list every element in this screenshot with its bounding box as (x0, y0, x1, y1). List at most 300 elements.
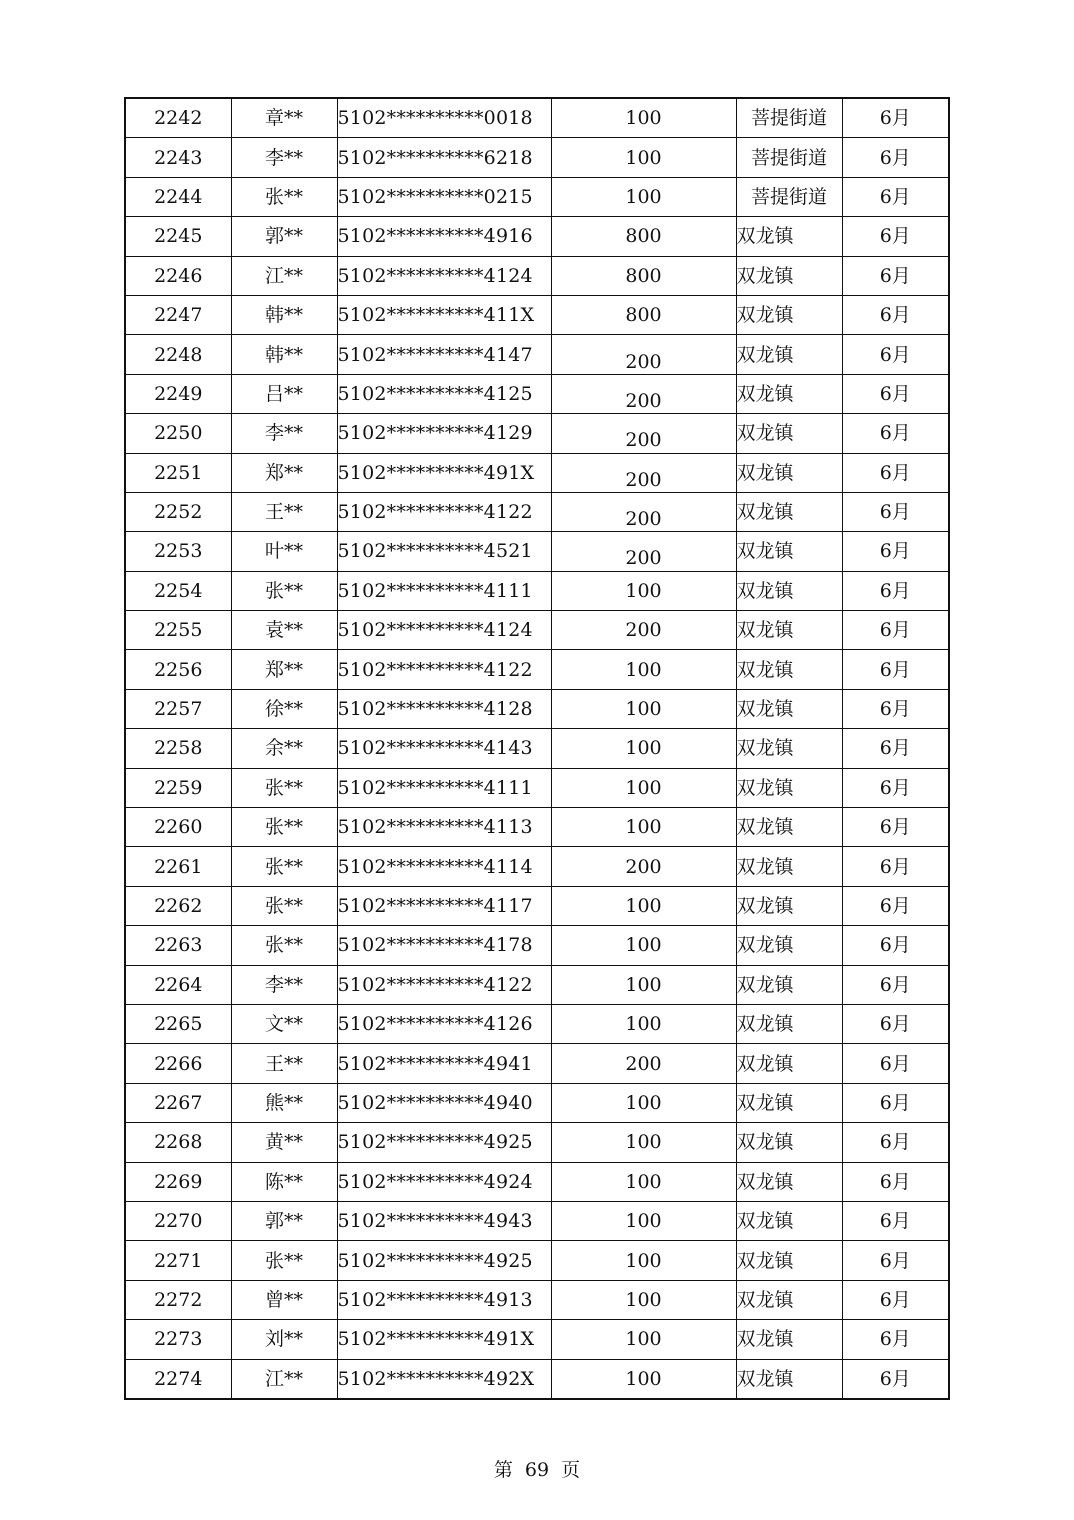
cell-month (842, 256, 949, 295)
cell-serial-number (125, 768, 231, 807)
cell-serial-number (125, 926, 231, 965)
table-row (125, 532, 949, 571)
cell-name (231, 1201, 337, 1240)
cell-serial-number-text: 2263 (154, 934, 203, 957)
table-row (125, 886, 949, 925)
cell-amount (551, 571, 736, 610)
cell-month-text: 6月 (879, 146, 911, 169)
cell-amount-text: 100 (625, 698, 662, 721)
cell-serial-number (125, 492, 231, 531)
cell-name-text: 郑** (264, 461, 303, 484)
cell-area (736, 1201, 842, 1240)
page-number: 69 (524, 1459, 550, 1481)
cell-name (231, 729, 337, 768)
cell-name (231, 1162, 337, 1201)
cell-area (736, 768, 842, 807)
cell-serial-number (125, 847, 231, 886)
cell-month (842, 374, 949, 413)
cell-serial-number (125, 650, 231, 689)
cell-month (842, 1280, 949, 1319)
cell-area-text: 双龙镇 (736, 698, 794, 721)
cell-amount-text: 200 (625, 547, 662, 570)
cell-name-text: 张** (264, 579, 303, 602)
cell-month-text: 6月 (879, 1210, 911, 1233)
table-row (125, 808, 949, 847)
cell-name (231, 886, 337, 925)
cell-serial-number-text: 2272 (154, 1288, 203, 1311)
cell-month-text: 6月 (879, 934, 911, 957)
cell-serial-number-text: 2262 (154, 895, 203, 917)
cell-month (842, 965, 949, 1004)
cell-id-number-text: 5102**********4122 (337, 501, 533, 524)
table-row (125, 295, 949, 334)
cell-month-text: 6月 (879, 973, 911, 996)
table-row (125, 414, 949, 453)
cell-area (736, 926, 842, 965)
table-row (125, 1162, 949, 1201)
cell-serial-number (125, 965, 231, 1004)
cell-amount (551, 138, 736, 177)
cell-amount-text: 100 (625, 737, 662, 760)
cell-area-text: 双龙镇 (736, 934, 794, 957)
cell-area-text: 双龙镇 (736, 1328, 794, 1351)
cell-name-text: 张** (264, 1249, 303, 1272)
cell-area (736, 1280, 842, 1319)
cell-area-text: 双龙镇 (736, 1367, 794, 1390)
cell-serial-number-text: 2273 (154, 1328, 203, 1351)
cell-name (231, 217, 337, 256)
cell-name-text: 章** (264, 107, 303, 130)
table-row (125, 492, 949, 531)
cell-month-text: 6月 (879, 343, 911, 366)
cell-month-text: 6月 (879, 1328, 911, 1351)
cell-month-text: 6月 (879, 619, 911, 642)
cell-area-text: 双龙镇 (736, 304, 794, 327)
cell-month-text: 6月 (879, 1052, 911, 1075)
cell-month-text: 6月 (879, 1170, 911, 1193)
cell-serial-number (125, 1359, 231, 1399)
cell-name-text: 郭** (264, 225, 303, 248)
table-row (125, 1359, 949, 1399)
cell-name (231, 611, 337, 650)
cell-amount (551, 926, 736, 965)
cell-area-text: 双龙镇 (736, 737, 794, 760)
cell-name-text: 王** (264, 1052, 303, 1075)
cell-id-number-text: 5102**********4941 (337, 1052, 533, 1075)
cell-id-number (337, 177, 551, 216)
cell-month (842, 492, 949, 531)
cell-name-text: 叶** (264, 540, 303, 563)
cell-name-text: 李** (264, 146, 303, 169)
cell-area (736, 689, 842, 728)
cell-id-number-text: 5102**********4925 (337, 1249, 533, 1272)
cell-id-number (337, 138, 551, 177)
cell-id-number-text: 5102**********4940 (337, 1091, 533, 1114)
cell-name (231, 965, 337, 1004)
cell-name (231, 138, 337, 177)
cell-serial-number-text: 2261 (154, 855, 203, 878)
cell-serial-number-text: 2258 (154, 737, 203, 760)
cell-area (736, 808, 842, 847)
cell-serial-number-text: 2243 (154, 146, 203, 169)
cell-name (231, 532, 337, 571)
cell-id-number-text: 5102**********4147 (337, 343, 533, 366)
cell-month (842, 808, 949, 847)
cell-month-text: 6月 (879, 382, 911, 405)
cell-amount (551, 1320, 736, 1359)
cell-amount-text: 100 (625, 185, 662, 208)
table-row (125, 1241, 949, 1280)
cell-amount (551, 729, 736, 768)
cell-area-text: 双龙镇 (736, 973, 794, 996)
cell-id-number (337, 808, 551, 847)
cell-month-text: 6月 (879, 816, 911, 839)
cell-id-number-text: 5102**********4913 (337, 1288, 533, 1311)
cell-name-text: 韩** (264, 343, 303, 366)
cell-name-text: 张** (264, 934, 303, 957)
cell-area (736, 1083, 842, 1122)
cell-amount (551, 1162, 736, 1201)
cell-id-number (337, 571, 551, 610)
cell-name-text: 李** (264, 422, 303, 445)
cell-name-text: 郑** (264, 658, 303, 681)
cell-name-text: 李** (264, 973, 303, 996)
cell-area-text: 双龙镇 (736, 855, 794, 878)
cell-area-text: 双龙镇 (736, 1131, 794, 1154)
cell-month (842, 177, 949, 216)
cell-area (736, 335, 842, 374)
cell-area-text: 双龙镇 (736, 461, 794, 484)
cell-amount (551, 1359, 736, 1399)
cell-name-text: 黄** (264, 1131, 303, 1154)
cell-area (736, 1123, 842, 1162)
cell-serial-number-text: 2259 (154, 776, 203, 799)
cell-name-text: 陈** (264, 1170, 303, 1193)
cell-id-number-text: 5102**********491X (337, 1328, 535, 1351)
cell-serial-number (125, 729, 231, 768)
cell-serial-number-text: 2256 (154, 658, 203, 681)
cell-area (736, 414, 842, 453)
cell-amount (551, 217, 736, 256)
cell-month (842, 886, 949, 925)
cell-month-text: 6月 (879, 1091, 911, 1114)
cell-amount-text: 100 (625, 107, 662, 130)
cell-serial-number (125, 571, 231, 610)
table-row (125, 1320, 949, 1359)
cell-serial-number-text: 2251 (154, 461, 203, 484)
cell-amount-text: 100 (625, 1249, 662, 1272)
cell-month-text: 6月 (879, 304, 911, 327)
cell-name-text: 张** (264, 776, 303, 799)
cell-id-number-text: 5102**********4125 (337, 382, 533, 405)
table-row (125, 138, 949, 177)
cell-name-text: 张** (264, 895, 303, 917)
cell-id-number (337, 1201, 551, 1240)
page-footer (0, 1455, 1074, 1482)
cell-area-text: 菩提街道 (750, 146, 827, 169)
cell-area-text: 双龙镇 (736, 264, 794, 287)
cell-id-number (337, 1280, 551, 1319)
cell-id-number-text: 5102**********4117 (337, 895, 533, 917)
cell-serial-number-text: 2247 (154, 304, 203, 327)
cell-amount-text: 100 (625, 1131, 662, 1154)
cell-month (842, 98, 949, 138)
cell-serial-number (125, 1123, 231, 1162)
cell-amount (551, 1083, 736, 1122)
cell-area-text: 菩提街道 (750, 185, 827, 208)
cell-id-number-text: 5102**********4111 (337, 579, 533, 602)
cell-month-text: 6月 (879, 698, 911, 721)
cell-serial-number-text: 2250 (154, 422, 203, 445)
cell-month-text: 6月 (879, 658, 911, 681)
cell-amount (551, 295, 736, 334)
table-row (125, 217, 949, 256)
cell-name (231, 1123, 337, 1162)
table-row (125, 1201, 949, 1240)
cell-id-number (337, 217, 551, 256)
cell-area-text: 双龙镇 (736, 816, 794, 839)
cell-id-number-text: 5102**********4124 (337, 264, 533, 287)
cell-month-text: 6月 (879, 895, 911, 917)
cell-name (231, 689, 337, 728)
cell-amount-text: 100 (625, 1170, 662, 1193)
cell-amount-text: 800 (625, 225, 662, 248)
cell-month (842, 217, 949, 256)
cell-name (231, 256, 337, 295)
cell-id-number (337, 847, 551, 886)
cell-month (842, 847, 949, 886)
cell-area (736, 1044, 842, 1083)
cell-area (736, 1241, 842, 1280)
cell-name (231, 768, 337, 807)
table-row (125, 1004, 949, 1043)
cell-name (231, 1004, 337, 1043)
cell-id-number-text: 5102**********4122 (337, 658, 533, 681)
cell-month (842, 1044, 949, 1083)
cell-amount (551, 1004, 736, 1043)
table-row (125, 177, 949, 216)
cell-month (842, 532, 949, 571)
cell-name-text: 熊** (264, 1091, 303, 1114)
cell-month-text: 6月 (879, 185, 911, 208)
cell-area (736, 1162, 842, 1201)
cell-area-text: 双龙镇 (736, 1052, 794, 1075)
cell-amount-text: 200 (625, 429, 662, 452)
cell-id-number (337, 335, 551, 374)
cell-id-number-text: 5102**********0018 (337, 107, 533, 130)
cell-month-text: 6月 (879, 737, 911, 760)
cell-amount (551, 965, 736, 1004)
cell-area-text: 双龙镇 (736, 1210, 794, 1233)
cell-name (231, 295, 337, 334)
cell-month-text: 6月 (879, 422, 911, 445)
cell-id-number (337, 374, 551, 413)
cell-month-text: 6月 (879, 264, 911, 287)
cell-amount-text: 100 (625, 973, 662, 996)
cell-amount (551, 1123, 736, 1162)
cell-month-text: 6月 (879, 107, 911, 130)
cell-amount (551, 532, 736, 571)
cell-serial-number-text: 2246 (154, 264, 203, 287)
cell-serial-number-text: 2253 (154, 540, 203, 563)
cell-amount-text: 100 (625, 658, 662, 681)
cell-serial-number (125, 1320, 231, 1359)
cell-area (736, 886, 842, 925)
cell-area-text: 双龙镇 (736, 619, 794, 642)
table-row (125, 335, 949, 374)
cell-name (231, 414, 337, 453)
cell-id-number (337, 729, 551, 768)
cell-id-number (337, 926, 551, 965)
cell-id-number-text: 5102**********411X (337, 304, 535, 327)
cell-serial-number (125, 98, 231, 138)
table-row (125, 453, 949, 492)
cell-amount (551, 847, 736, 886)
cell-serial-number (125, 1083, 231, 1122)
cell-serial-number-text: 2249 (154, 382, 203, 405)
cell-amount (551, 1201, 736, 1240)
cell-serial-number (125, 374, 231, 413)
table-row (125, 965, 949, 1004)
cell-name (231, 926, 337, 965)
table-row (125, 1044, 949, 1083)
cell-amount-text: 100 (625, 1328, 662, 1351)
table-row (125, 729, 949, 768)
cell-serial-number (125, 1241, 231, 1280)
cell-amount-text: 100 (625, 1288, 662, 1311)
roster-table-body (125, 98, 949, 1399)
cell-month (842, 1359, 949, 1399)
cell-amount (551, 611, 736, 650)
cell-area-text: 双龙镇 (736, 1091, 794, 1114)
cell-month (842, 689, 949, 728)
cell-area-text: 双龙镇 (736, 1288, 794, 1311)
cell-id-number (337, 1162, 551, 1201)
cell-amount-text: 100 (625, 816, 662, 839)
cell-month (842, 335, 949, 374)
page-footer-suffix: 页 (561, 1459, 581, 1481)
cell-serial-number (125, 256, 231, 295)
cell-month-text: 6月 (879, 776, 911, 799)
cell-name (231, 1280, 337, 1319)
cell-serial-number-text: 2252 (154, 501, 203, 524)
cell-area-text: 双龙镇 (736, 895, 794, 917)
cell-id-number (337, 1004, 551, 1043)
cell-area (736, 847, 842, 886)
cell-area-text: 双龙镇 (736, 1170, 794, 1193)
cell-name (231, 1320, 337, 1359)
cell-serial-number (125, 1004, 231, 1043)
cell-id-number (337, 295, 551, 334)
cell-area (736, 1004, 842, 1043)
cell-id-number-text: 5102**********4925 (337, 1131, 533, 1154)
cell-id-number (337, 1241, 551, 1280)
cell-month (842, 1320, 949, 1359)
cell-area (736, 532, 842, 571)
cell-month (842, 926, 949, 965)
cell-amount-text: 100 (625, 579, 662, 602)
cell-serial-number (125, 1201, 231, 1240)
cell-name (231, 98, 337, 138)
cell-serial-number (125, 1044, 231, 1083)
cell-amount (551, 492, 736, 531)
table-row (125, 256, 949, 295)
cell-month-text: 6月 (879, 1131, 911, 1154)
cell-amount (551, 453, 736, 492)
cell-month (842, 1123, 949, 1162)
cell-month (842, 414, 949, 453)
cell-amount (551, 808, 736, 847)
cell-month (842, 1201, 949, 1240)
cell-area (736, 571, 842, 610)
cell-amount-text: 200 (625, 1052, 662, 1075)
cell-month-text: 6月 (879, 579, 911, 602)
cell-name-text: 王** (264, 501, 303, 524)
cell-amount (551, 414, 736, 453)
cell-amount (551, 374, 736, 413)
cell-area-text: 双龙镇 (736, 1249, 794, 1272)
cell-name-text: 张** (264, 185, 303, 208)
page-footer-prefix: 第 (493, 1459, 513, 1481)
cell-id-number-text: 5102**********4113 (337, 816, 533, 839)
cell-name-text: 文** (264, 1013, 303, 1036)
cell-area (736, 611, 842, 650)
cell-id-number-text: 5102**********4143 (337, 737, 533, 760)
cell-name-text: 曾** (264, 1288, 303, 1311)
cell-name (231, 808, 337, 847)
cell-id-number (337, 256, 551, 295)
cell-amount-text: 200 (625, 350, 662, 373)
cell-month (842, 1083, 949, 1122)
cell-month-text: 6月 (879, 461, 911, 484)
cell-serial-number (125, 453, 231, 492)
table-row (125, 689, 949, 728)
cell-amount-text: 800 (625, 304, 662, 327)
cell-id-number-text: 5102**********4943 (337, 1210, 533, 1233)
cell-serial-number-text: 2257 (154, 698, 203, 721)
cell-id-number (337, 650, 551, 689)
cell-id-number (337, 532, 551, 571)
cell-area (736, 965, 842, 1004)
cell-id-number-text: 5102**********4924 (337, 1170, 533, 1193)
cell-name-text: 张** (264, 816, 303, 839)
cell-month (842, 295, 949, 334)
cell-serial-number-text: 2266 (154, 1052, 203, 1075)
cell-id-number-text: 5102**********4114 (337, 855, 533, 878)
cell-id-number-text: 5102**********4126 (337, 1013, 533, 1036)
cell-amount (551, 256, 736, 295)
cell-id-number (337, 1320, 551, 1359)
cell-name-text: 江** (264, 1367, 303, 1390)
table-row (125, 1123, 949, 1162)
cell-serial-number-text: 2264 (154, 973, 203, 996)
cell-month-text: 6月 (879, 225, 911, 248)
cell-amount-text: 200 (625, 508, 662, 531)
cell-serial-number (125, 886, 231, 925)
cell-id-number (337, 1359, 551, 1399)
cell-amount-text: 200 (625, 619, 662, 642)
cell-month-text: 6月 (879, 1013, 911, 1036)
cell-name (231, 650, 337, 689)
roster-table (124, 97, 950, 1400)
cell-month (842, 1162, 949, 1201)
cell-area (736, 217, 842, 256)
cell-id-number (337, 1123, 551, 1162)
cell-name (231, 453, 337, 492)
cell-amount (551, 689, 736, 728)
cell-amount (551, 335, 736, 374)
cell-serial-number-text: 2268 (154, 1131, 203, 1154)
